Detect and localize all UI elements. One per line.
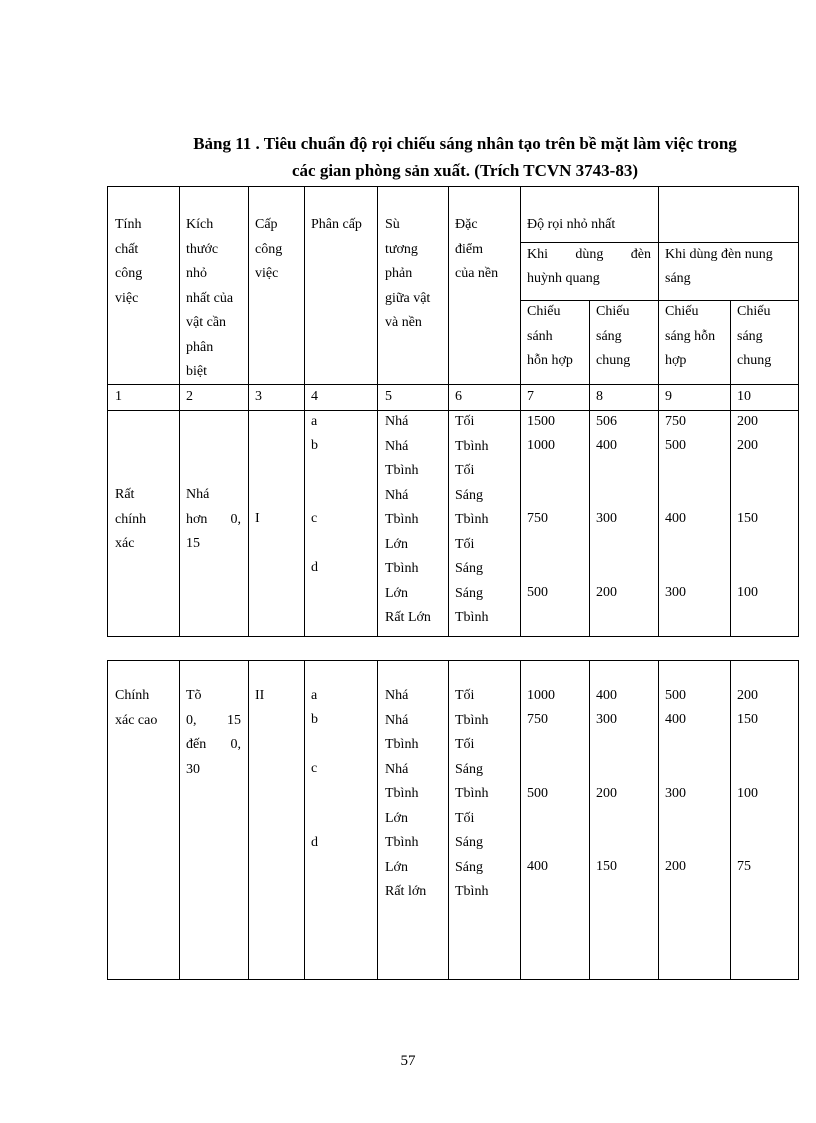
header-fluorescent-line-2: huỳnh quang (527, 271, 600, 286)
row2-sub-b: b (311, 712, 318, 727)
col-number-5: 5 (385, 389, 392, 404)
col-number-2: 2 (186, 389, 193, 404)
row2-work-level: II (255, 688, 265, 703)
row2-contrast: Nhá Nhá Tbình Nhá Tbình Lớn Tbình Lớn Rất lớn (385, 688, 427, 899)
row2-c8-b: 300 (596, 712, 617, 727)
row1-background: Tối Tbình Tối Sáng Tbình Tối Sáng Sáng Tbình (455, 414, 489, 625)
row1-object-size: Nhá hơn 0, 15 (186, 487, 241, 551)
row1-sub-a: a (311, 414, 318, 429)
row1-c7-d: 500 (527, 585, 548, 600)
row2-c9-d: 200 (665, 859, 686, 874)
col-number-4: 4 (311, 389, 318, 404)
row2-c9-b: 400 (665, 712, 686, 727)
row1-c10-a: 200 (737, 414, 758, 429)
table-title-line-2: các gian phòng sản xuất. (Trích TCVN 3743-83) (291, 161, 638, 180)
row2-sub-d: d (311, 835, 318, 850)
header-background: Đặc điểm của nền (455, 217, 499, 281)
col-number-3: 3 (255, 389, 262, 404)
row1-contrast: Nhá Nhá Tbình Nhá Tbình Lớn Tbình Lớn Rất Lớn (385, 414, 431, 625)
col-number-9: 9 (665, 389, 672, 404)
header-work-level: Cấp công việc (255, 217, 283, 281)
row1-work-level: I (255, 511, 260, 526)
lighting-table-part-2 (107, 660, 799, 980)
row1-work-nature: Rất chính xác (115, 487, 147, 551)
col-number-8: 8 (596, 389, 603, 404)
row2-c8-d: 150 (596, 859, 617, 874)
header-fluorescent-line-1: Khi dùng đèn (527, 247, 651, 262)
row2-work-nature: Chính xác cao (115, 688, 158, 728)
row1-c8-a: 506 (596, 414, 617, 429)
row1-c8-d: 200 (596, 585, 617, 600)
row1-c7-a: 1500 (527, 414, 555, 429)
header-incand-mixed: Chiếu sáng hỗn hợp (665, 304, 716, 368)
lighting-table-part-1 (107, 186, 799, 637)
col-number-6: 6 (455, 389, 462, 404)
col-number-7: 7 (527, 389, 534, 404)
row1-c9-d: 300 (665, 585, 686, 600)
row1-c7-b: 1000 (527, 438, 555, 453)
row2-c9-a: 500 (665, 688, 686, 703)
row2-c7-d: 400 (527, 859, 548, 874)
row2-c8-c: 200 (596, 786, 617, 801)
row2-c8-a: 400 (596, 688, 617, 703)
col-number-1: 1 (115, 389, 122, 404)
row2-c10-c: 100 (737, 786, 758, 801)
row1-c9-b: 500 (665, 438, 686, 453)
header-sub-level: Phân cấp (311, 217, 362, 232)
row2-c7-c: 500 (527, 786, 548, 801)
row1-c10-d: 100 (737, 585, 758, 600)
row1-c7-c: 750 (527, 511, 548, 526)
row1-c10-b: 200 (737, 438, 758, 453)
row1-sub-d: d (311, 560, 318, 575)
page-number: 57 (400, 1053, 416, 1069)
row2-c10-d: 75 (737, 859, 751, 874)
table-title-line-1: Bảng 11 . Tiêu chuẩn độ rọi chiếu sáng nhân tạo trên bề mặt làm việc trong (193, 134, 737, 153)
header-incandescent-line-1: Khi dùng đèn nung (665, 247, 773, 262)
header-fluor-mixed: Chiếu sánh hỗn hợp (527, 304, 573, 368)
row2-sub-a: a (311, 688, 318, 703)
row1-c9-a: 750 (665, 414, 686, 429)
header-object-size: Kích thước nhỏ nhất của vật cần phân biệt (186, 217, 234, 379)
row2-object-size: Tõ 0, 15 đến 0, 30 (186, 688, 241, 777)
row2-c7-a: 1000 (527, 688, 555, 703)
header-fluor-general: Chiếu sáng chung (596, 304, 631, 368)
row2-sub-c: c (311, 761, 318, 776)
row1-c10-c: 150 (737, 511, 758, 526)
row2-background: Tối Tbình Tối Sáng Tbình Tối Sáng Sáng Tbình (455, 688, 489, 899)
row1-sub-b: b (311, 438, 318, 453)
header-contrast: Sù tương phản giữa vật và nền (385, 217, 431, 330)
header-incandescent-line-2: sáng (665, 271, 691, 286)
row2-c10-a: 200 (737, 688, 758, 703)
header-incand-general: Chiếu sáng chung (737, 304, 772, 368)
row2-c10-b: 150 (737, 712, 758, 727)
row1-c8-b: 400 (596, 438, 617, 453)
row1-sub-c: c (311, 511, 318, 526)
row1-c9-c: 400 (665, 511, 686, 526)
col-number-10: 10 (737, 389, 751, 404)
row1-c8-c: 300 (596, 511, 617, 526)
row2-c7-b: 750 (527, 712, 548, 727)
row2-c9-c: 300 (665, 786, 686, 801)
header-min-illuminance: Độ rọi nhỏ nhất (527, 217, 616, 232)
header-work-nature: Tính chất công việc (115, 217, 143, 306)
